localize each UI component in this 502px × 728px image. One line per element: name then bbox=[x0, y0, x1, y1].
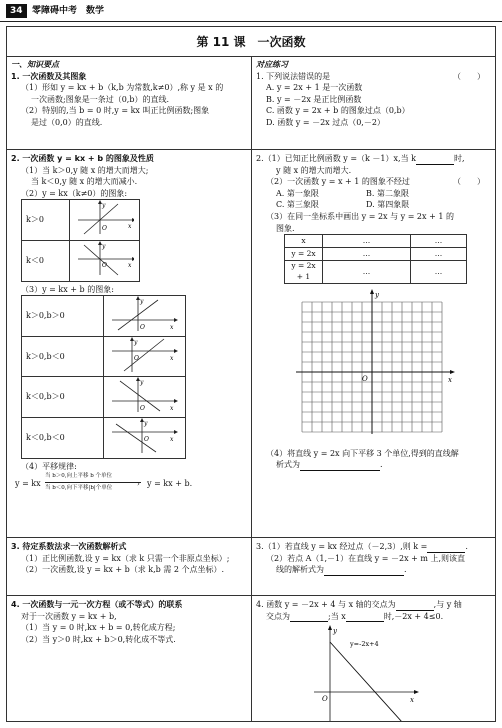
svg-text:y: y bbox=[102, 202, 106, 210]
option-a: A. y = 2x + 1 是一次函数 bbox=[266, 83, 363, 93]
table-row bbox=[22, 296, 186, 337]
table-cell[interactable]: … bbox=[323, 261, 411, 284]
question-text: （2）一次函数 y = x + 1 的图象不经过 bbox=[266, 177, 410, 187]
exercise-1 bbox=[256, 59, 491, 129]
knowledge-section-3 bbox=[11, 541, 247, 576]
svg-text:O: O bbox=[102, 225, 107, 233]
svg-text:x: x bbox=[128, 223, 132, 231]
option-d: D. 函数 y = －2x 过点（0,－2） bbox=[266, 117, 385, 127]
question-text: 2.（1）已知正比例函数 y =（k －1）x,当 k bbox=[256, 154, 416, 163]
graph-cell bbox=[104, 336, 186, 377]
answer-blank[interactable] bbox=[300, 462, 380, 471]
condition-cell: k＜0,b＜0 bbox=[22, 417, 104, 458]
exercise-column bbox=[252, 57, 495, 721]
svg-text:O: O bbox=[134, 354, 139, 362]
text-line: （1）形如 y = kx + b（k,b 为常数,k≠0）,称 y 是 x 的 bbox=[21, 83, 224, 93]
text-line: （3）y = kx + b 的图象: bbox=[21, 284, 114, 294]
condition-cell: k＞0,b＞0 bbox=[22, 296, 104, 337]
condition-cell: k＜0 bbox=[22, 240, 70, 281]
table-row bbox=[22, 200, 140, 241]
topic-heading: 3. 待定系数法求一次函数解析式 bbox=[11, 542, 127, 551]
table-cell[interactable]: … bbox=[411, 235, 467, 248]
answer-blank[interactable] bbox=[427, 544, 465, 553]
shift-rule bbox=[15, 472, 247, 496]
svg-text:x: x bbox=[128, 261, 132, 269]
question-text: （4）将直线 y = 2x 向下平移 3 个单位,得到的直线解 bbox=[266, 448, 459, 458]
text-line: （2）y = kx（k≠0）的图象: bbox=[21, 188, 128, 198]
question-stem: 1. 下列说法错误的是 bbox=[256, 71, 331, 81]
option-a: A. 第一象限 bbox=[276, 188, 319, 198]
exercise-4 bbox=[256, 599, 491, 721]
axis-y-label: y bbox=[333, 627, 337, 636]
axis-y-label: y bbox=[375, 290, 379, 299]
svg-text:O: O bbox=[102, 261, 107, 269]
worksheet-frame bbox=[6, 26, 496, 722]
shift-down-note: 当 b＜0,向下平移|b|个单位 bbox=[45, 485, 113, 492]
graph-cell bbox=[104, 377, 186, 418]
question-text: 线的解析式为 bbox=[276, 565, 324, 575]
svg-text:O: O bbox=[140, 324, 145, 332]
table-row bbox=[22, 336, 186, 377]
graph-cell bbox=[70, 200, 140, 241]
question-text: 时,－2x + 4≤0. bbox=[383, 611, 444, 621]
graph-cell bbox=[70, 240, 140, 281]
question-text: . bbox=[380, 460, 383, 470]
option-d: D. 第四象限 bbox=[366, 200, 410, 210]
text-line: 对于一次函数 y = kx + b, bbox=[21, 611, 117, 621]
option-c: C. 函数 y = 2x + b 的图象过点（0,b） bbox=[266, 106, 410, 116]
answer-blank[interactable] bbox=[416, 156, 454, 165]
coordinate-grid bbox=[286, 288, 456, 438]
text-line: （4）平移规律: bbox=[21, 461, 77, 471]
axis-x-label: x bbox=[410, 696, 414, 705]
table-row bbox=[22, 377, 186, 418]
question-text: 图象. bbox=[276, 223, 295, 233]
question-text: 析式为 bbox=[276, 460, 300, 470]
page-number: 34 bbox=[6, 4, 27, 18]
origin-label: O bbox=[322, 695, 328, 704]
origin-label: O bbox=[362, 374, 368, 383]
answer-paren: （ ） bbox=[453, 71, 485, 81]
graph-k-pos-b-pos bbox=[108, 296, 178, 332]
text-line: 一次函数;图象是一条过（0,b）的直线. bbox=[31, 94, 169, 104]
text-line: （2）特别的,当 b = 0 时,y = kx 叫正比例函数;图象 bbox=[21, 106, 210, 116]
svg-text:y: y bbox=[144, 419, 148, 427]
text-line: （1）当 y = 0 时,kx + b = 0,转化成方程; bbox=[21, 623, 176, 633]
table-row bbox=[285, 248, 467, 261]
condition-cell: k＞0,b＜0 bbox=[22, 336, 104, 377]
svg-text:x: x bbox=[170, 405, 174, 413]
question-text: 4. 函数 y = －2x + 4 与 x 轴的交点为 bbox=[256, 600, 396, 609]
svg-text:x: x bbox=[170, 324, 174, 332]
table-cell[interactable]: … bbox=[323, 235, 411, 248]
graph-cell bbox=[104, 417, 186, 458]
linear-graph-table bbox=[21, 295, 186, 458]
text-line: （2）当 y＞0 时,kx + b＞0,转化成不等式. bbox=[21, 634, 176, 644]
option-b: B. y = －2x 是正比例函数 bbox=[266, 94, 362, 104]
answer-blank[interactable] bbox=[346, 613, 384, 622]
table-row bbox=[285, 235, 467, 248]
question-text: . bbox=[404, 565, 407, 575]
shift-arrow bbox=[45, 482, 141, 483]
topic-heading: 2. 一次函数 y = kx + b 的图象及性质 bbox=[11, 154, 154, 163]
text-line: （1）正比例函数,设 y = kx（求 k 只需一个非原点坐标）; bbox=[21, 553, 230, 563]
question-text: 3.（1）若直线 y = kx 经过点（－2,3）,则 k = bbox=[256, 542, 428, 551]
text-line: 当 k＜0,y 随 x 的增大而减小. bbox=[31, 177, 138, 187]
svg-text:O: O bbox=[140, 405, 145, 413]
svg-text:x: x bbox=[170, 354, 174, 362]
graph-k-pos-b-neg bbox=[108, 337, 178, 373]
question-text: 时, bbox=[453, 154, 465, 163]
question-text: . bbox=[465, 542, 468, 551]
graph-k-neg-b-pos bbox=[108, 377, 178, 413]
text-line: （2）一次函数,设 y = kx + b（求 k,b 需 2 个点坐标）. bbox=[21, 565, 225, 575]
question-text: （3）在同一坐标系中画出 y = 2x 与 y = 2x + 1 的 bbox=[266, 211, 454, 221]
book-series-title: 零障碍中考 数学 bbox=[32, 6, 105, 16]
knowledge-section-2 bbox=[11, 153, 247, 496]
section-heading: 对应练习 bbox=[256, 60, 288, 69]
answer-blank[interactable] bbox=[290, 613, 328, 622]
table-row bbox=[285, 261, 467, 284]
table-cell: y = 2x bbox=[285, 248, 323, 261]
table-row bbox=[22, 240, 140, 281]
answer-blank[interactable] bbox=[324, 567, 404, 576]
condition-cell: k＞0 bbox=[22, 200, 70, 241]
graph-up-through-origin bbox=[74, 200, 134, 236]
shift-to: y = kx + b. bbox=[147, 479, 193, 489]
table-cell: y = 2x + 1 bbox=[285, 261, 323, 284]
axis-x-label: x bbox=[448, 375, 452, 384]
knowledge-section-1 bbox=[11, 59, 247, 129]
page-header bbox=[0, 0, 502, 22]
question-text: 交点为 bbox=[266, 611, 290, 621]
table-cell[interactable]: … bbox=[323, 248, 411, 261]
shift-up-note: 当 b＞0,向上平移 b 个单位 bbox=[45, 473, 113, 480]
text-line: 是过（0,0）的直线. bbox=[31, 117, 103, 127]
question-text: y 随 x 的增大而增大. bbox=[276, 165, 352, 175]
topic-heading: 4. 一次函数与一元一次方程（或不等式）的联系 bbox=[11, 600, 183, 609]
question-text: ;当 x bbox=[328, 611, 346, 621]
graph-k-neg-b-neg bbox=[108, 418, 178, 454]
option-c: C. 第三象限 bbox=[276, 200, 319, 210]
option-b: B. 第二象限 bbox=[366, 188, 409, 198]
svg-text:y: y bbox=[102, 242, 106, 250]
svg-text:y: y bbox=[140, 298, 144, 306]
text-line: （1）当 k＞0,y 随 x 的增大而增大; bbox=[21, 165, 149, 175]
graph-cell bbox=[104, 296, 186, 337]
lesson-title: 第 11 课 一次函数 bbox=[7, 27, 495, 57]
table-cell[interactable]: … bbox=[411, 261, 467, 284]
value-table bbox=[284, 234, 467, 284]
table-cell: x bbox=[285, 235, 323, 248]
knowledge-section-4 bbox=[11, 599, 247, 645]
answer-blank[interactable] bbox=[396, 602, 434, 611]
answer-paren: （ ） bbox=[453, 177, 485, 187]
table-cell[interactable]: … bbox=[411, 248, 467, 261]
proportional-graph-table bbox=[21, 199, 140, 281]
graph-down-through-origin bbox=[74, 241, 134, 277]
svg-text:O: O bbox=[144, 435, 149, 443]
svg-text:y: y bbox=[140, 379, 144, 387]
shift-from: y = kx bbox=[15, 479, 41, 489]
shift-arrow-head: › bbox=[137, 480, 140, 489]
question-text: （2）若点 A（1,－1）在直线 y = －2x + m 上,则该直 bbox=[266, 553, 466, 563]
condition-cell: k＜0,b＞0 bbox=[22, 377, 104, 418]
exercise-2 bbox=[256, 153, 491, 471]
svg-text:y: y bbox=[134, 338, 138, 346]
section-heading: 一、知识要点 bbox=[11, 60, 59, 69]
exercise-3 bbox=[256, 541, 491, 576]
table-row bbox=[22, 417, 186, 458]
question-text: ,与 y 轴 bbox=[433, 600, 462, 609]
topic-heading: 1. 一次函数及其图象 bbox=[11, 71, 87, 81]
knowledge-column bbox=[7, 57, 251, 721]
linear-function-graph bbox=[310, 624, 420, 721]
svg-text:x: x bbox=[170, 435, 174, 443]
function-label: y=-2x+4 bbox=[350, 640, 379, 649]
